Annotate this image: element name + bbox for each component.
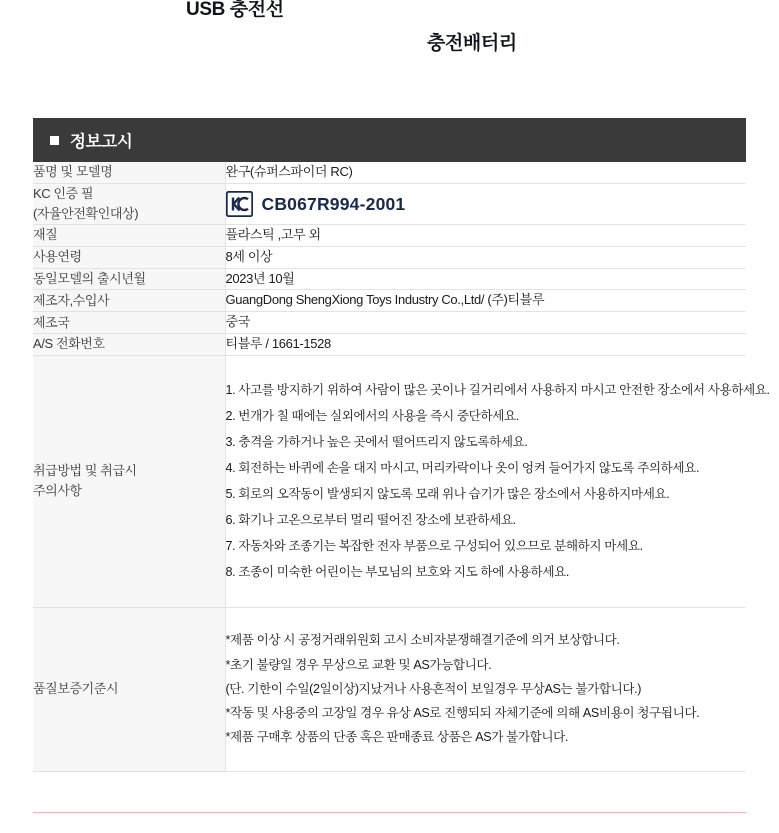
table-row bbox=[33, 246, 746, 268]
usb-cable-caption: USB 충전선 bbox=[186, 0, 284, 20]
list-item: 3. 충격을 가하거나 높은 곳에서 떨어뜨리지 않도록하세요. bbox=[225, 435, 528, 450]
kc-certification-icon bbox=[226, 191, 253, 217]
row-value bbox=[225, 183, 746, 224]
table-row bbox=[33, 183, 746, 224]
row-label: 품명 및 모델명 bbox=[33, 162, 225, 183]
square-bullet-icon bbox=[50, 136, 59, 145]
row-label: 제조국 bbox=[33, 312, 225, 334]
bottom-divider bbox=[33, 812, 746, 813]
table-row bbox=[33, 268, 746, 290]
list-item: (단. 기한이 수일(2일이상)지났거나 사용흔적이 보일경우 무상AS는 불가합니다.) bbox=[225, 681, 642, 696]
handling-label-line2: 주의사항 bbox=[33, 483, 82, 499]
handling-notes-list bbox=[225, 378, 770, 585]
row-label: A/S 전화번호 bbox=[33, 334, 225, 356]
kc-certification-number: CB067R994-2001 bbox=[261, 193, 406, 214]
battery-caption: 충전배터리 bbox=[427, 33, 517, 54]
row-value: 플라스틱 ,고무 외 bbox=[225, 225, 746, 247]
list-item: *제품 구매후 상품의 단종 혹은 판매종료 상품은 AS가 불가합니다. bbox=[225, 730, 569, 745]
row-label: 품질보증기준시 bbox=[33, 607, 225, 771]
row-value: 2023년 10월 bbox=[225, 268, 746, 290]
row-value: 중국 bbox=[225, 312, 746, 334]
table-row-warranty bbox=[33, 607, 746, 771]
table-row bbox=[33, 290, 746, 312]
row-value bbox=[225, 355, 770, 607]
kc-label-line2: (자율안전확인대상) bbox=[33, 205, 139, 221]
spec-table bbox=[33, 162, 770, 772]
table-row bbox=[33, 312, 746, 334]
row-value: 8세 이상 bbox=[225, 246, 746, 268]
information-notice-section bbox=[33, 118, 770, 772]
table-row bbox=[33, 334, 746, 356]
row-label: 재질 bbox=[33, 225, 225, 247]
row-value: 완구(슈퍼스파이더 RC) bbox=[225, 162, 746, 183]
list-item: *제품 이상 시 공정거래위원회 고시 소비자분쟁해결기준에 의거 보상합니다. bbox=[225, 633, 620, 648]
list-item: 5. 회로의 오작동이 발생되지 않도록 모래 위나 습기가 많은 장소에서 사용하지마세요. bbox=[225, 486, 670, 501]
row-label: 제조자,수입사 bbox=[33, 290, 225, 312]
list-item: 1. 사고를 방지하기 위하여 사람이 많은 곳이나 길거리에서 사용하지 마시고 안전한 장소에서 사용하세요. bbox=[225, 383, 770, 398]
table-row bbox=[33, 225, 746, 247]
warranty-notes-list bbox=[226, 629, 747, 750]
row-label bbox=[33, 183, 225, 224]
row-label: 동일모델의 출시년월 bbox=[33, 268, 225, 290]
table-row-handling bbox=[33, 355, 746, 607]
list-item: 8. 조종이 미숙한 어린이는 부모님의 보호와 지도 하에 사용하세요. bbox=[225, 564, 569, 579]
handling-label-line1: 취급방법 및 취급시 bbox=[33, 463, 137, 479]
hero-images bbox=[0, 0, 779, 105]
table-row bbox=[33, 162, 746, 183]
row-value: GuangDong ShengXiong Toys Industry Co.,Ltd/ (주)티블루 bbox=[225, 290, 746, 312]
list-item: 2. 번개가 칠 때에는 실외에서의 사용을 즉시 중단하세요. bbox=[225, 409, 519, 424]
kc-label-line1: KC 인증 필 bbox=[33, 185, 94, 201]
row-value bbox=[225, 607, 746, 771]
list-item: *작동 및 사용중의 고장일 경우 유상 AS로 진행되되 자체기준에 의해 AS비용이 청구됩니다. bbox=[225, 705, 700, 720]
section-title: 정보고시 bbox=[70, 133, 133, 151]
list-item: 7. 자동차와 조종기는 복잡한 전자 부품으로 구성되어 있으므로 분해하지 마세요. bbox=[225, 538, 643, 553]
row-label: 사용연령 bbox=[33, 246, 225, 268]
row-value: 티블루 / 1661-1528 bbox=[225, 334, 746, 356]
row-label bbox=[33, 355, 225, 607]
list-item: 4. 회전하는 바퀴에 손을 대지 마시고, 머리카락이나 옷이 엉켜 들어가지 않도록 주의하세요. bbox=[225, 461, 700, 476]
section-header bbox=[33, 118, 746, 162]
list-item: *초기 불량일 경우 무상으로 교환 및 AS가능합니다. bbox=[225, 657, 492, 672]
list-item: 6. 화기나 고온으로부터 멀리 떨어진 장소에 보관하세요. bbox=[225, 512, 516, 527]
